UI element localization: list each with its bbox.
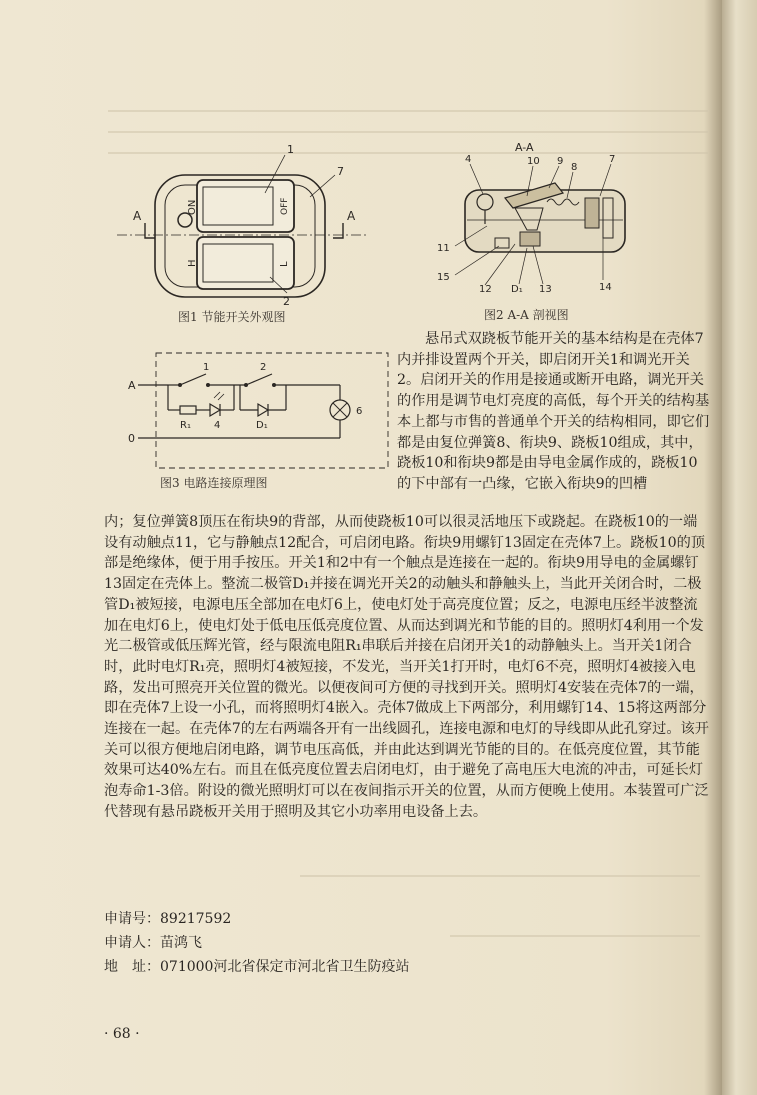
bleed-through-line [450, 935, 700, 937]
fig2-label-7: 7 [609, 154, 616, 165]
figure-section-view [415, 138, 630, 298]
book-spine [722, 0, 757, 1095]
fig2-label-14: 14 [599, 282, 612, 293]
fig3-label-r1: R₁ [180, 420, 191, 431]
fig2-label-13: 13 [539, 284, 552, 295]
fig3-label-d1: D₁ [256, 420, 268, 431]
applicant [104, 932, 202, 952]
fig1-label-l: L [279, 261, 290, 267]
fig1-label-a-left: A [133, 209, 142, 223]
address-label: 地 址： [104, 959, 160, 975]
fig1-label-on: ON [187, 199, 198, 215]
page-number: · 68 · [104, 1026, 140, 1042]
application-number [104, 908, 231, 928]
fig1-label-h: H [187, 259, 198, 267]
fig3-label-2: 2 [260, 362, 267, 373]
fig1-label-7: 7 [337, 165, 344, 178]
paragraph-intro-text: 悬吊式双跷板节能开关的基本结构是在壳体7内并排设置两个开关，即启闭开关1和调光开关2。启闭开关的作用是接通或断开电路，调光开关的作用是调节电灯亮度的高低，每个开关的结构基本上都与市售的普通单个开关的结构相同，即它们都是由复位弹簧8、衔块9、跷板10组成，其中，跷板10和衔块9都是由导电金属作成的，跷板10的下中部有一凸缘，它嵌入衔块9的凹槽 [397, 331, 710, 492]
fig2-label-9: 9 [557, 156, 564, 167]
fig1-label-a-right: A [347, 209, 356, 223]
fig1-label-2: 2 [283, 295, 290, 308]
address-value: 071000河北省保定市河北省卫生防疫站 [160, 959, 410, 975]
fig3-label-0: 0 [128, 432, 135, 445]
figure-circuit-diagram [118, 350, 393, 472]
fig1-label-off: OFF [280, 197, 290, 215]
paragraph-body: 内；复位弹簧8顶压在衔块9的背部，从而使跷板10可以很灵活地压下或跷起。在跷板10的一端设有动触点11，它与静触点12配合，可启闭电路。衔块9用螺钉13固定在壳体7上。跷板10的顶部是绝缘体，便于用手按压。开关1和2中有一个触点是连接在一起的。衔块9用导电的金属螺钉13固定在壳体上。整流二极管D₁并接在调光开关2的动触头和静触头上，当此开关闭合时，二极管D₁被短接，电源电压全部加在电灯6上，使电灯处于高亮度位置；反之，电源电压经半波整流加在电灯6上，使电灯处于低电压低亮度位置、从而达到调光和节能的目的。照明灯4利用一个发光二极管或低压辉光管，经与限流电阻R₁串联后并接在启闭开关1的动静触头上。当开关1闭合时，此时电灯R₁亮，照明灯4被短接，不发光，当开关1打开时，电灯6不亮，照明灯4被接入电路，发出可照亮开关位置的微光。以便夜间可方便的寻找到开关。照明灯4安装在壳体7的一端，即在壳体7上设一小孔，而将照明灯4嵌入。壳体7做成上下两部分，利用螺钉14、15将这两部分连接在一起。在壳体7的左右两端各开有一出线圆孔，连接电源和电灯的导线即从此孔穿过。该开关可以很方便地启闭电路，调节电压高低，并由此达到调光节能的目的。在低亮度位置，其节能效果可达40%左右。而且在低亮度位置去启闭电灯，由于避免了高电压大电流的冲击，可延长灯泡寿命1-3倍。附设的微光照明灯可以在夜间指示开关的位置，从而方便晚上使用。本装置可广泛代替现有悬吊跷板开关用于照明及其它小功率用电设备上去。 [104, 514, 709, 820]
fig2-title: A-A [515, 141, 534, 154]
fig2-label-8: 8 [571, 162, 578, 173]
fig2-label-d1: D₁ [511, 284, 523, 295]
applicant-value: 苗鸿飞 [160, 935, 202, 951]
fig2-label-15: 15 [437, 272, 450, 283]
paragraph-intro [397, 329, 710, 495]
fig3-label-4: 4 [214, 420, 221, 431]
figure-switch-exterior [115, 135, 370, 310]
bleed-through-line [108, 110, 708, 112]
bleed-through-line [300, 875, 700, 877]
application-number-value: 89217592 [160, 911, 232, 927]
application-number-label: 申请号： [104, 911, 160, 927]
fig2-label-10: 10 [527, 156, 540, 167]
fig2-label-4: 4 [465, 154, 472, 165]
figure-3-caption: 图3 电路连接原理图 [160, 476, 268, 490]
applicant-label: 申请人： [104, 935, 160, 951]
fig2-label-11: 11 [437, 243, 450, 254]
fig3-label-1: 1 [203, 362, 210, 373]
fig2-label-12: 12 [479, 284, 492, 295]
fig1-label-1: 1 [287, 143, 294, 156]
figure-2-caption: 图2 A-A 剖视图 [484, 308, 569, 322]
figure-1-caption: 图1 节能开关外观图 [178, 310, 286, 324]
address [104, 956, 409, 976]
fig3-label-a: A [128, 379, 136, 392]
bleed-through-line [108, 131, 708, 133]
fig3-label-6: 6 [356, 406, 363, 417]
